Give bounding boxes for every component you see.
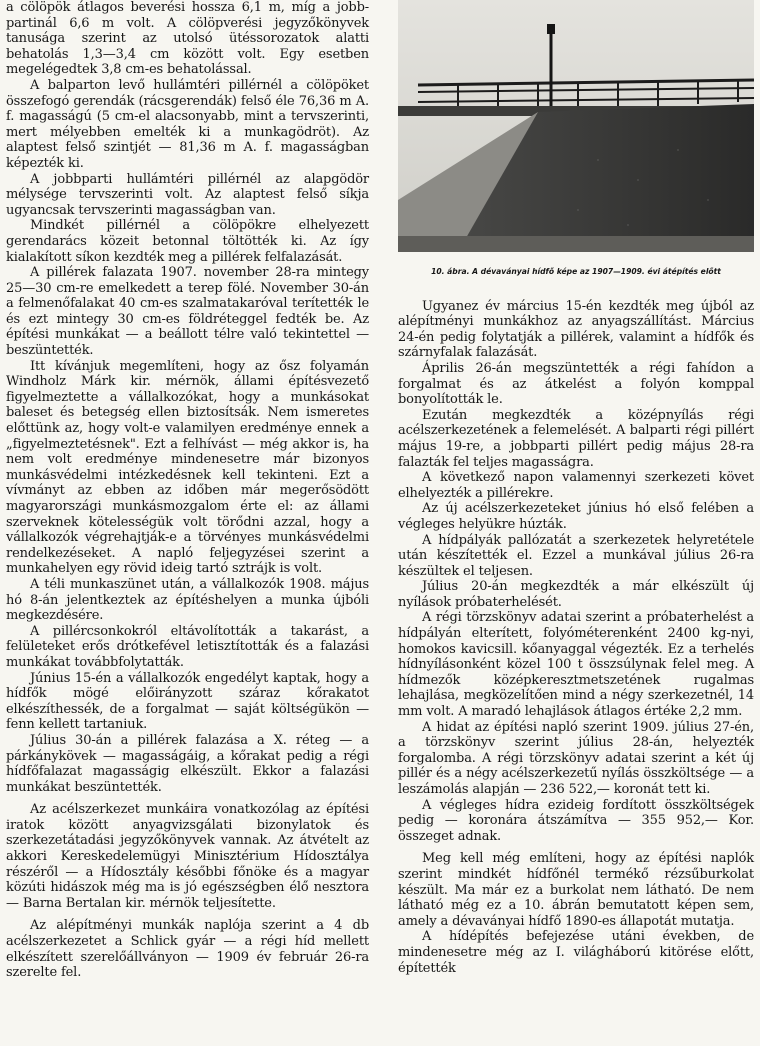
paragraph: A téli munkaszünet után, a vállalkozók 1908. május hó 8-án jelentkeztek az építéshelyen a munka újbóli megkezdésére.	[6, 576, 369, 624]
left-column	[6, 0, 369, 981]
paragraph: A hídpályák pallózatát a szerkezetek helyretétele után készítették el. Ezzel a munkával július 26-ra készültek el teljesen.	[398, 532, 754, 579]
paragraph: Az alépítményi munkák naplója szerint a 4 db acélszerkezetet a Schlick gyár — a régi híd mellett elkészített szerelőállványon — 1909 év február 26-ra szerelte fel.	[6, 918, 369, 981]
paragraph: A pillércsonkokról eltávolították a takarást, a felületeket erős drótkefével letisztították és a falazási munkákat továbbfolytatták.	[6, 623, 369, 670]
paragraph: A következő napon valamennyi szerkezeti követ elhelyezték a pillérekre.	[398, 470, 754, 501]
paragraph: Június 15-én a vállalkozók engedélyt kaptak, hogy a hídfők mögé előirányzott száraz kőrakatot elkészíthessék, de a forgalmat — saját költségükön — fenn kellett tartaniuk.	[6, 670, 369, 733]
bridge-photo-image	[398, 0, 754, 252]
paragraph: A hidat az építési napló szerint 1909. július 27-én, a törzskönyv szerint július 28-án, helyezték forgalomba. A régi törzskönyv adatai szerint a két új pillér és a négy acélszerkezetű nyílás összköltsége — a leszámolás alapján — 236 522,— koronát tett ki.	[398, 719, 754, 797]
paragraph: Itt kívánjuk megemlíteni, hogy az ősz folyamán Windholz Márk kir. mérnök, állami építésvezető figyelmeztette a vállalkozókat, hogy a munkásokat baleset és betegség ellen biztosítsák. Nem ismeretes előttünk az, hogy volt-e valamilyen eredménye ennek a „figyelmeztetésnek". Ezt a felhívást — még akkor is, ha nem volt eredménye mindenesetre már bizonyos munkásvédelmi intézkedésnek kell tekinteni. Ezt a vívmányt az ebben az időben már megerősödött magyarországi munkásmozgalom érte el: az állami szerveknek kötelességük volt törődni azzal, hogy a vállalkozók végrehajtják-e a törvényes munkásvédelmi rendelkezéseket. A napló feljegyzései szerint a munkahelyen egy rövid ideig tartó sztrájk is volt.	[6, 358, 369, 577]
paragraph: Ugyanez év március 15-én kezdték meg újból az alépítményi munkákhoz az anyagszállítást. Március 24-én pedig folytatják a pillérek, valamint a hídfők és szárnyfalak falazását.	[398, 298, 754, 361]
paragraph: Meg kell még említeni, hogy az építési naplók szerint mindkét hídfőnél termékő rézsűburkolat készült. Ma már ez a burkolat nem látható. De nem látható még ez a 10. ábrán bemutatott képen sem, amely a dévaványai hídfő 1890-es állapotát mutatja.	[398, 851, 754, 929]
paragraph: A jobbparti hullámtéri pillérnél az alapgödör mélysége tervszerinti volt. Az alaptest felső síkja ugyancsak tervszerinti magasságban van.	[6, 171, 369, 218]
paragraph: Április 26-án megszüntették a régi fahídon a forgalmat és az átkelést a folyón komppal bonyolították le.	[398, 360, 754, 408]
paragraph: Az új acélszerkezeteket június hó első felében a végleges helyükre húzták.	[398, 501, 754, 532]
figure-caption: 10. ábra. A dévaványai hídfő képe az 1907—1909. évi átépítés előtt	[431, 267, 721, 276]
paragraph: A végleges hídra ezideig fordított összköltségek pedig — koronára átszámítva — 355 952,— Kor. összeget adnak.	[398, 797, 754, 844]
paragraph: A hídépítés befejezése utáni években, de mindenesetre még az I. világháború kitörése előtt, építették	[398, 929, 754, 976]
paragraph: Mindkét pillérnél a cölöpökre elhelyezett gerendarács közeit betonnal töltötték ki. Az így kialakított síkon kezdték meg a pillérek felfalazását.	[6, 218, 369, 265]
paragraph: Az acélszerkezet munkáira vonatkozólag az építési iratok között anyagvizsgálati bizonylatok és szerkezetátadási jegyzőkönyvek vannak. Az átvételt az akkori Kereskedelemügyi Minisztérium Hídosztálya részéről — a Hídosztály későbbi főnöke és a magyar közúti hidászok még ma is jó egészségben élő nesztora — Barna Bertalan kir. mérnök teljesítette.	[6, 802, 369, 911]
paragraph: A balparton levő hullámtéri pillérnél a cölöpöket összefogó gerendák (rácsgerendák) felső éle 76,36 m A. f. magasságú (5 cm-el alacsonyabb, mint a tervszerinti, mert mélyebben emelték ki a munkagödröt). Az alaptest felső szintjét — 81,36 m A. f. magasságban képezték ki.	[6, 77, 369, 171]
paragraph: A régi törzskönyv adatai szerint a próbaterhelést a hídpályán elterített, folyóméterenként 2400 kg-nyi, homokos kavicsill. kőanyaggal végezték. Ez a terhelés hídnyílásonként közel 100 t összsúlynak felel meg. A hídmezők középkeresztmetszetének rugalmas lehajlása, megközelítően mind a négy szerkezetnél, 14 mm volt. A maradó lehajlások átlagos értéke 2,2 mm.	[398, 610, 754, 720]
paragraph: Ezután megkezdték a középnyílás régi acélszerkezetének a felemelését. A balparti régi pillért május 19-re, a jobbparti pillért pedig május 28-ra falazták fel teljes magasságra.	[398, 407, 754, 470]
right-column	[398, 0, 754, 976]
paragraph: A pillérek falazata 1907. november 28-ra mintegy 25—30 cm-re emelkedett a terep fölé. November 30-án a felmenőfalakat 40 cm-es szalmatakaróval terítették le és ezt mintegy 30 cm-es földréteggel fedték be. Az építési munkákat — a beállott télre való tekintettel — beszüntették.	[6, 265, 369, 359]
paragraph: Július 30-án a pillérek falazása a X. réteg — a párkánykövek — magasságáig, a kőrakat pedig a régi hídfőfalazat magasságig elkészült. Ekkor a falazási munkákat beszüntették.	[6, 732, 369, 795]
paragraph: a cölöpök átlagos beverési hossza 6,1 m, míg a jobb-partinál 6,6 m volt. A cölöpverési jegyzőkönyvek tanusága szerint az utolsó ütéssorozatok alatti behatolás 1,3—3,4 cm között volt. Egy esetben megelégedtek 3,8 cm-es behatolással.	[6, 0, 369, 78]
bridge-photo	[398, 0, 754, 252]
paragraph: Július 20-án megkezdték a már elkészült új nyílások próbaterhelését.	[398, 579, 754, 610]
